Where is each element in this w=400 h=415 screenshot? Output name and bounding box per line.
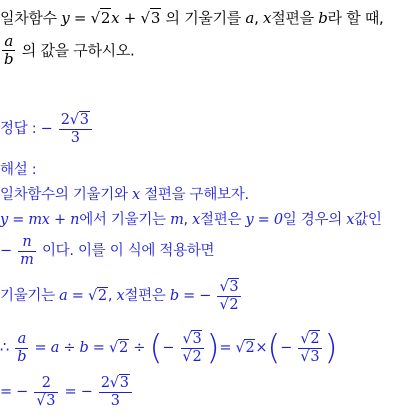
explanation-label: 해설 : [0,162,37,178]
problem-text: 라 할 때, [327,9,384,27]
explanation-line-5 [0,328,337,368]
math-op: × [255,340,268,356]
fraction-numerator: a [15,331,28,349]
math-op: − [280,340,293,356]
fraction-denominator [217,297,241,314]
math-op: − [40,121,53,138]
explanation-text: 절편은 [124,288,166,305]
fraction-denominator: m [20,251,34,268]
explanation-text: 일차함수의 기울기와 [0,187,128,203]
math-expr: b = − [169,288,212,305]
fraction-numerator [99,375,132,393]
math-op: − [162,340,175,356]
explanation-text: 이다. 이를 이 식에 적용하면 [41,243,215,260]
fraction-denominator [34,393,58,410]
fraction-a-over-b [2,33,15,69]
fraction-sqrt3-over-sqrt2 [181,331,205,365]
math-var: x [263,9,272,27]
sqrt-expr: √2 [108,340,128,356]
explanation-line-6 [0,375,134,409]
math-op: ÷ [133,340,146,356]
fraction-denominator: b [17,348,27,365]
explanation-text: 기울기는 [0,288,55,305]
fraction-numerator: n [18,234,35,252]
explanation-line-2 [0,208,382,229]
math-var: m [170,212,184,228]
right-paren: ) [206,328,220,368]
math-var: x [116,288,125,305]
explanation-text: 절편은 [200,212,242,228]
math-op: = − [0,384,29,401]
math-var: x [111,9,120,27]
therefore-symbol: ∴ [0,340,9,356]
sqrt-expr: √3 [69,112,89,128]
sqrt-expr: √2 [235,340,255,356]
math-var: a [245,9,255,27]
coefficient: 2 [100,375,110,391]
sqrt-arg: 2 [100,9,111,27]
fraction-denominator: 3 [70,129,80,146]
sqrt-expr: √3 [219,279,239,295]
problem-text: 절편을 [271,9,314,27]
fraction-numerator: a [2,33,15,51]
explanation-text: 에서 기울기는 [79,212,166,228]
fraction-numerator [181,331,205,349]
sqrt-arg: 2 [97,288,107,305]
math-op: = [73,9,87,27]
sqrt-arg: 3 [46,392,56,409]
sqrt-expr: √3 [109,375,129,391]
fraction-denominator: 3 [110,392,120,409]
explanation-line-1 [0,183,249,204]
problem-text: 일차함수 [0,9,57,27]
problem-text: 의 기울기를 [165,9,241,27]
problem-text: 의 값을 구하시오. [21,41,135,60]
explanation-text: , [107,288,113,305]
explanation-text: , [183,212,188,228]
math-op: = [219,340,232,356]
sqrt-expr: √3 [182,330,202,347]
sqrt-expr: √3 [36,392,56,409]
explanation-line-3 [0,234,214,268]
fraction-numerator [298,331,322,349]
answer-line [0,112,94,146]
explanation-text: 일 경우의 [282,212,342,228]
right-paren: ) [324,328,338,368]
sqrt-expr: √2 [300,330,320,347]
math-expr: y = mx + n [0,212,80,228]
answer-fraction [59,112,92,146]
fraction-n-over-m [18,234,35,268]
sqrt-arg: 2 [310,330,320,347]
fraction-denominator [298,349,322,366]
sqrt-expr: √3 [300,348,320,365]
math-expr: = a ÷ b = [34,340,105,356]
fraction-numerator [217,279,241,297]
fraction-numerator [59,112,92,130]
sqrt-arg: 3 [119,375,129,391]
explanation-line-4 [0,279,243,313]
math-var: b [318,9,328,27]
fraction-2-over-sqrt3 [34,375,58,409]
sqrt-arg: 3 [192,330,202,347]
sqrt-expr: √2 [182,348,202,365]
math-var: x [192,212,201,228]
math-expr: a = [59,288,84,305]
sqrt-expr: √2 [90,9,111,27]
problem-line-1 [0,7,384,28]
math-var: y [61,9,70,27]
sqrt-expr: √2 [87,288,107,305]
answer-label: 정답 : [0,121,37,138]
problem-text: , [254,9,259,27]
math-op: = − [64,384,93,401]
math-var: x [346,212,355,228]
math-op: − [0,243,12,260]
explanation-text: 절편을 구해보자. [144,187,249,203]
problem-line-2 [0,33,135,69]
fraction-sqrt2-over-sqrt3 [298,331,322,365]
left-paren: ( [267,328,281,368]
sqrt-arg: 2 [245,340,255,356]
fraction-numerator: 2 [34,375,58,393]
fraction-denominator [181,349,205,366]
sqrt-arg: 3 [79,112,89,128]
sqrt-arg: 2 [118,340,128,356]
sqrt-arg: 2 [229,296,239,313]
sqrt-expr: √2 [219,296,239,313]
left-paren: ( [149,328,163,368]
sqrt-arg: 3 [310,348,320,365]
fraction-2sqrt3-over-3 [99,375,132,409]
sqrt-expr: √3 [140,9,161,27]
coefficient: 2 [60,112,70,128]
math-expr: y = 0 [245,212,283,228]
sqrt-arg: 3 [150,9,161,27]
math-var: x [131,187,140,203]
sqrt-arg: 3 [229,279,239,295]
sqrt-arg: 2 [192,348,202,365]
fraction-sqrt3-over-sqrt2 [217,279,241,313]
fraction-a-over-b [15,331,28,365]
explanation-text: 값인 [354,212,382,228]
math-op: + [123,9,137,27]
fraction-denominator: b [4,50,14,69]
